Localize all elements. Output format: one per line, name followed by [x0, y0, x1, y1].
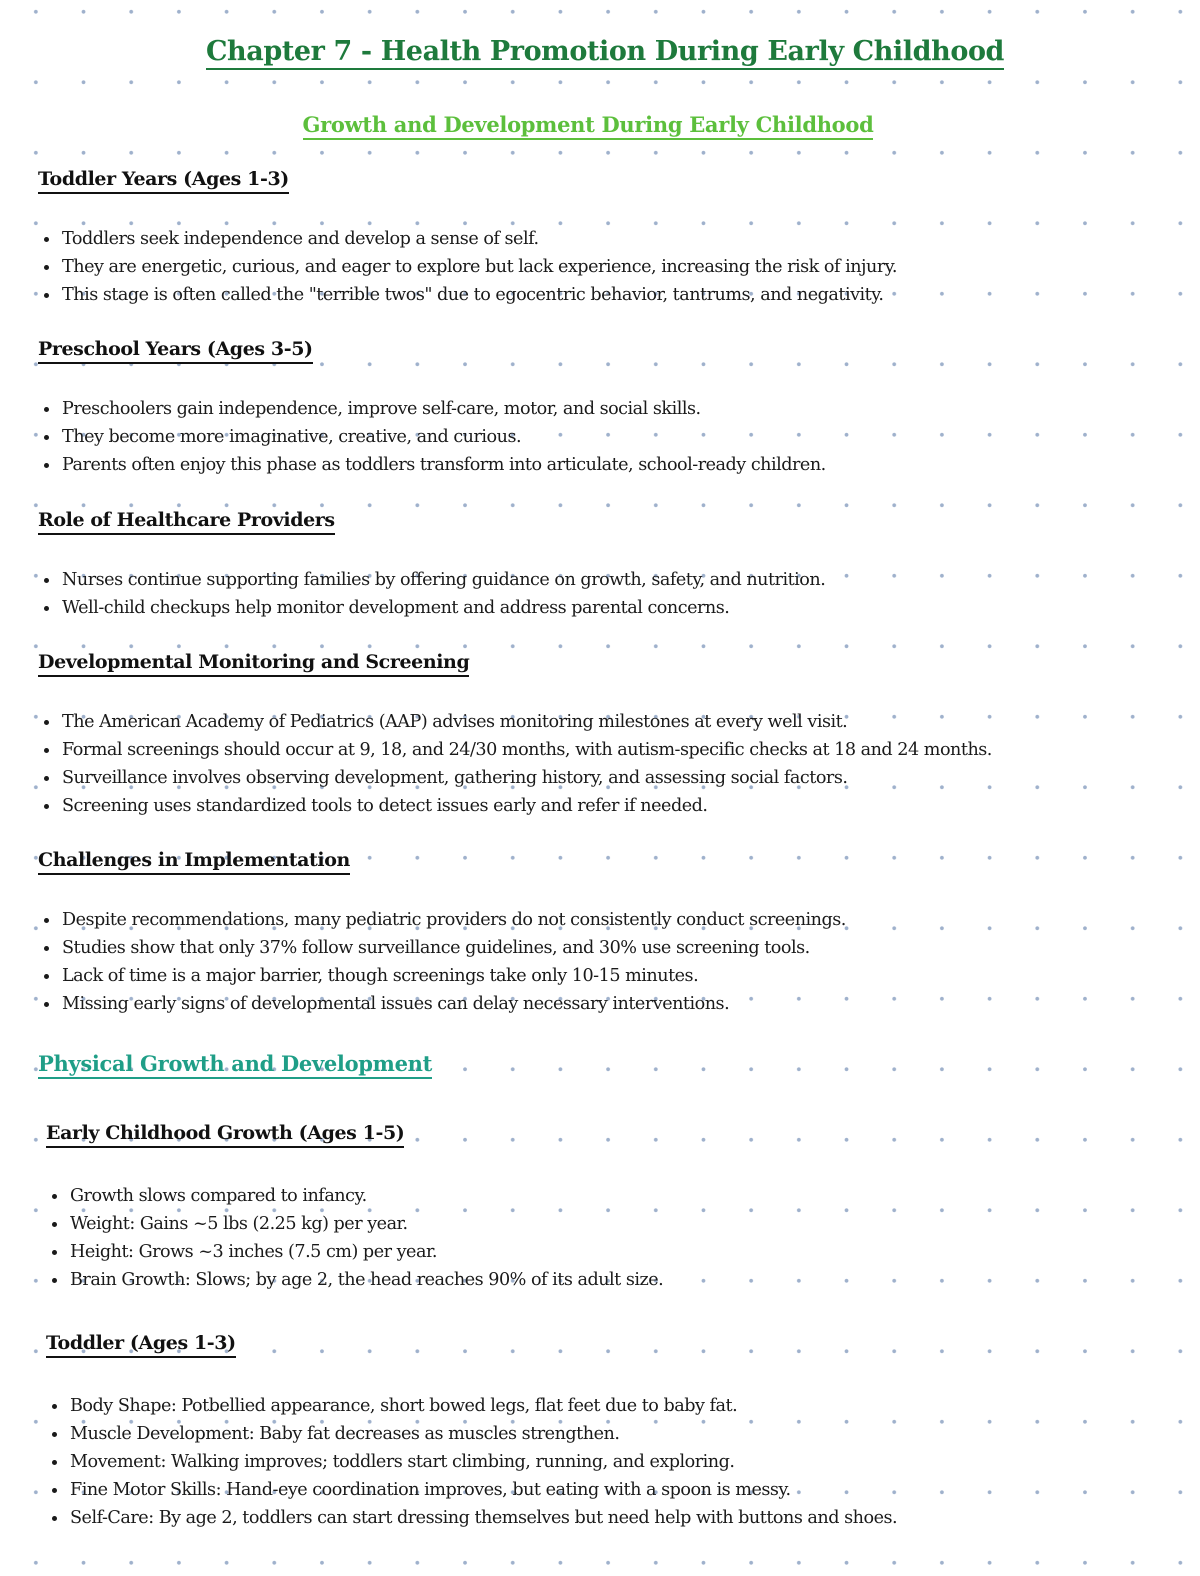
list-item: Screening uses standardized tools to detect issues early and refer if needed.	[62, 792, 992, 820]
bullet-list-developmental-monitoring	[62, 708, 992, 820]
list-item: They become more imaginative, creative, and curious.	[62, 423, 826, 451]
physical-growth-heading: Physical Growth and Development	[38, 1051, 432, 1076]
list-item: Self-Care: By age 2, toddlers can start dressing themselves but need help with buttons and shoes.	[70, 1504, 897, 1532]
list-item: Surveillance involves observing development, gathering history, and assessing social factors.	[62, 764, 992, 792]
list-item: Height: Grows ~3 inches (7.5 cm) per year.	[70, 1238, 663, 1266]
list-item: Despite recommendations, many pediatric providers do not consistently conduct screenings.	[62, 906, 846, 934]
page-title-text: Chapter 7 - Health Promotion During Early Childhood	[206, 36, 1004, 70]
list-item: Body Shape: Potbellied appearance, short bowed legs, flat feet due to baby fat.	[70, 1392, 897, 1420]
list-item: Nurses continue supporting families by offering guidance on growth, safety, and nutrition.	[62, 566, 825, 594]
list-item: Formal screenings should occur at 9, 18, and 24/30 months, with autism-specific checks at 18 and 24 months.	[62, 736, 992, 764]
section-heading-challenges: Challenges in Implementation	[38, 849, 350, 871]
list-item: Growth slows compared to infancy.	[70, 1182, 663, 1210]
list-item: Weight: Gains ~5 lbs (2.25 kg) per year.	[70, 1210, 663, 1238]
list-item: Toddlers seek independence and develop a sense of self.	[62, 225, 897, 253]
list-item: Preschoolers gain independence, improve self-care, motor, and social skills.	[62, 395, 826, 423]
page-title	[0, 36, 1200, 67]
list-item: The American Academy of Pediatrics (AAP) advises monitoring milestones at every well visit.	[62, 708, 992, 736]
bullet-list-toddler-years	[62, 225, 897, 309]
bullet-list-early-childhood-growth	[70, 1182, 663, 1294]
page-subtitle	[0, 112, 1176, 137]
list-item: This stage is often called the "terrible twos" due to egocentric behavior, tantrums, and negativity.	[62, 281, 897, 309]
bullet-list-toddler	[70, 1392, 897, 1532]
list-item: Fine Motor Skills: Hand-eye coordination improves, but eating with a spoon is messy.	[70, 1476, 897, 1504]
bullet-list-challenges	[62, 906, 846, 1018]
list-item: They are energetic, curious, and eager to explore but lack experience, increasing the risk of injury.	[62, 253, 897, 281]
section-heading-healthcare-providers: Role of Healthcare Providers	[38, 509, 335, 531]
section-heading-developmental-monitoring: Developmental Monitoring and Screening	[38, 651, 469, 673]
list-item: Lack of time is a major barrier, though screenings take only 10-15 minutes.	[62, 962, 846, 990]
page-subtitle-text: Growth and Development During Early Childhood	[303, 112, 874, 140]
list-item: Brain Growth: Slows; by age 2, the head reaches 90% of its adult size.	[70, 1266, 663, 1294]
section-heading-preschool-years: Preschool Years (Ages 3-5)	[38, 338, 313, 360]
list-item: Studies show that only 37% follow surveillance guidelines, and 30% use screening tools.	[62, 934, 846, 962]
list-item: Movement: Walking improves; toddlers start climbing, running, and exploring.	[70, 1448, 897, 1476]
list-item: Well-child checkups help monitor development and address parental concerns.	[62, 594, 825, 622]
subsection-heading-toddler: Toddler (Ages 1-3)	[46, 1332, 236, 1354]
bullet-list-preschool-years	[62, 395, 826, 479]
list-item: Muscle Development: Baby fat decreases as muscles strengthen.	[70, 1420, 897, 1448]
list-item: Parents often enjoy this phase as toddlers transform into articulate, school-ready children.	[62, 451, 826, 479]
list-item: Missing early signs of developmental issues can delay necessary interventions.	[62, 990, 846, 1018]
bullet-list-healthcare-providers	[62, 566, 825, 622]
subsection-heading-early-childhood-growth: Early Childhood Growth (Ages 1-5)	[46, 1122, 404, 1144]
section-heading-toddler-years: Toddler Years (Ages 1-3)	[38, 168, 289, 190]
